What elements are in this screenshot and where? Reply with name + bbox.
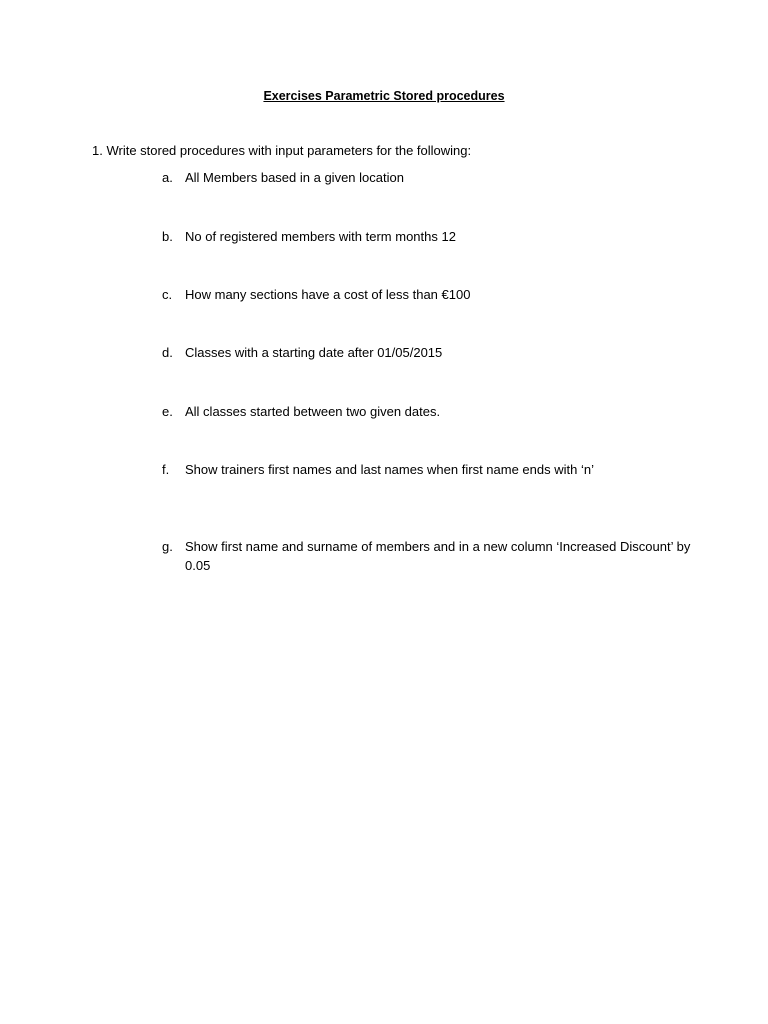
exercise-text: How many sections have a cost of less than €100 [185, 287, 471, 302]
exercise-item-a [162, 168, 692, 187]
list-marker: f. [162, 462, 170, 477]
exercise-text: No of registered members with term months 12 [185, 229, 456, 244]
exercise-item-b [162, 227, 692, 246]
exercise-item-g [162, 537, 692, 575]
list-marker: a. [162, 170, 173, 185]
exercise-intro: 1. Write stored procedures with input parameters for the following: [92, 143, 472, 158]
list-marker: e. [162, 404, 173, 419]
exercise-item-f [162, 460, 692, 479]
exercise-text: Classes with a starting date after 01/05/2015 [185, 345, 443, 360]
exercise-item-d [162, 343, 692, 362]
exercise-item-c [162, 285, 692, 304]
exercise-text: Show trainers first names and last names when first name ends with ‘n’ [185, 462, 594, 477]
exercise-text: All Members based in a given location [185, 170, 404, 185]
list-marker: g. [162, 539, 173, 554]
exercise-item-e [162, 402, 692, 421]
exercise-text: Show first name and surname of members and in a new column ‘Increased Discount’ by 0.05 [185, 539, 691, 573]
list-marker: d. [162, 345, 173, 360]
list-marker: b. [162, 229, 173, 244]
list-marker: c. [162, 287, 173, 302]
exercise-text: All classes started between two given dates. [185, 404, 441, 419]
document-title: Exercises Parametric Stored procedures [263, 89, 505, 103]
